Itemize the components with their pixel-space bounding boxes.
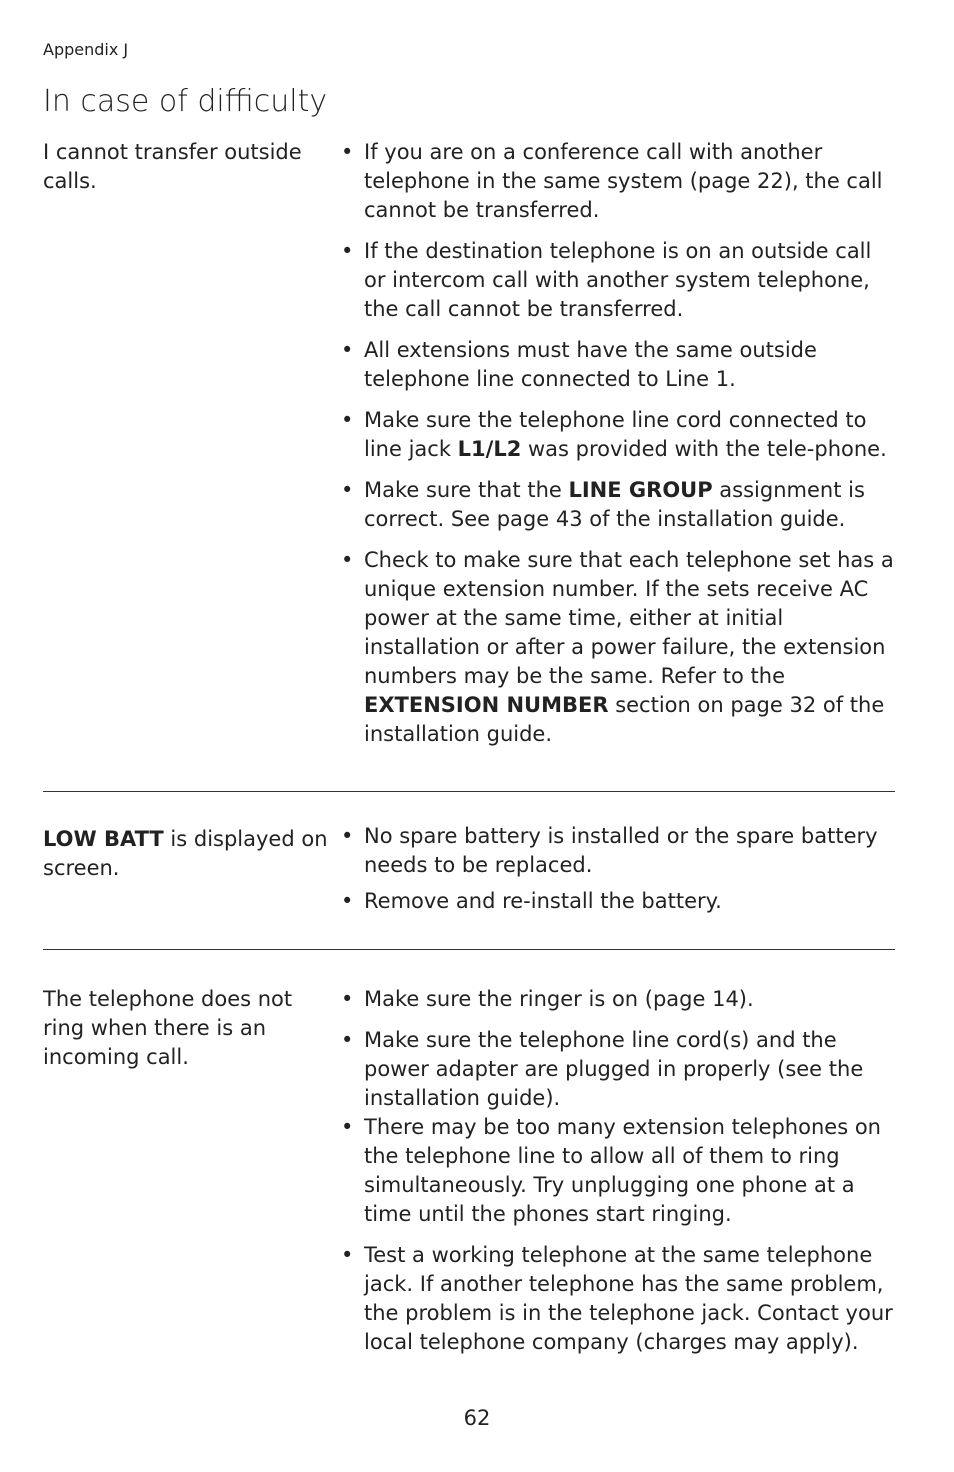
problem-text: LOW BATT is displayed on screen. [43,827,328,880]
line-group-label: LINE GROUP [568,478,713,502]
bullet-icon: • [341,987,354,1011]
solution-item: • There may be too many extension telephones on the telephone line to allow all of them to ring simultaneously. Try unplugging one phone at a time until the phones start ringing. [341,1115,881,1226]
bullet-icon: • [341,408,354,432]
problem-text: The telephone does not ring when there is an incoming call. [43,987,293,1069]
page-title: In case of difficulty [43,84,328,119]
bullet-icon: • [341,824,354,848]
problem-text: I cannot transfer outside calls. [43,140,302,193]
running-header: Appendix J [43,40,129,59]
bullet-icon: • [341,1243,354,1267]
line-jack-label: L1/L2 [457,437,522,461]
bullet-icon: • [341,239,354,263]
solution-item: • Make sure the telephone line cord(s) and the power adapter are plugged in properly (see the installation guide). [341,1028,864,1110]
solution-item: • If you are on a conference call with another telephone in the same system (page 22), the call cannot be transferred. [341,140,883,222]
solution-item: • Make sure the ringer is on (page 14). [341,985,897,1014]
bullet-icon: • [341,478,354,502]
solution-list [341,138,897,761]
solution-item: • Make sure that the LINE GROUP assignment is correct. See page 43 of the installation guide. [341,478,865,531]
solution-list [341,822,897,928]
solution-item: • Remove and re-install the battery. [341,887,897,916]
bullet-icon: • [341,889,354,913]
extension-number-label: EXTENSION NUMBER [364,693,609,717]
solution-item: • Make sure the telephone line cord connected to line jack L1/L2 was provided with the tele-phone. [341,408,887,461]
solution-item: • If the destination telephone is on an outside call or intercom call with another system telephone, the call cannot be transferred. [341,239,872,321]
solution-item: • All extensions must have the same outside telephone line connected to Line 1. [341,338,817,391]
solution-item: • No spare battery is installed or the spare battery needs to be replaced. [341,824,878,877]
solution-list [341,985,897,1369]
bullet-icon: • [341,338,354,362]
section-divider [43,791,895,792]
solution-item: • Check to make sure that each telephone set has a unique extension number. If the sets receive AC power at the same time, either at initial installation or after a power failure, the extension numbers may be the same. Refer to the EXTENSION NUMBER section on page 32 of the installation guide. [341,548,894,746]
bullet-icon: • [341,140,354,164]
page-number: 62 [463,1406,491,1430]
low-batt-label: LOW BATT [43,827,164,851]
bullet-icon: • [341,548,354,572]
bullet-icon: • [341,1115,354,1139]
bullet-icon: • [341,1028,354,1052]
section-divider [43,949,895,950]
solution-item: • Test a working telephone at the same telephone jack. If another telephone has the same problem, the problem is in the telephone jack. Contact your local telephone company (charges may apply). [341,1243,893,1354]
